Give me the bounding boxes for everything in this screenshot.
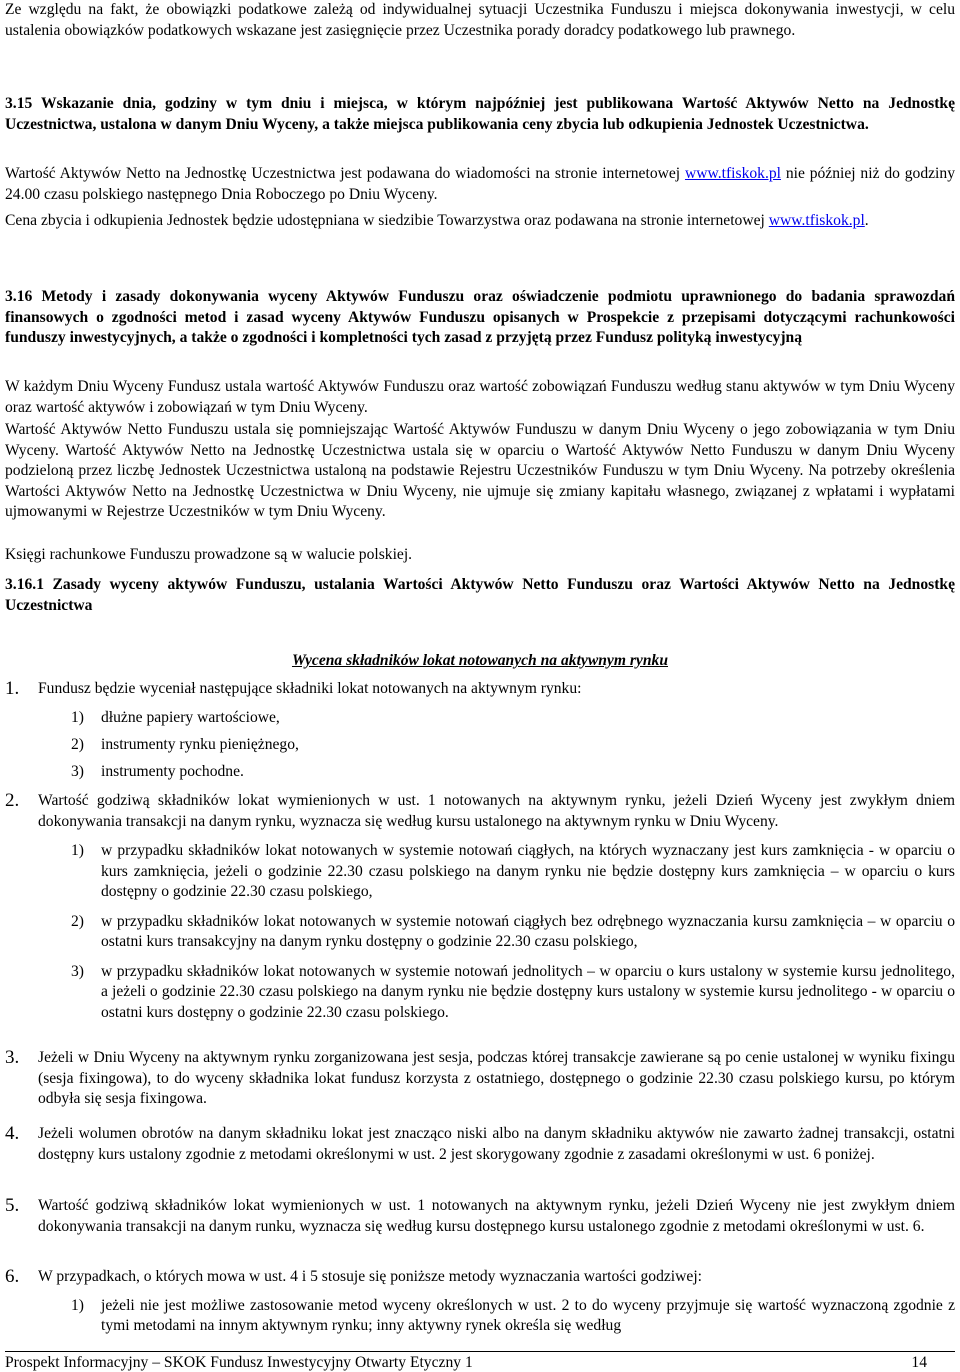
sub-list-item — [71, 962, 955, 1024]
sub-item-text: instrumenty pochodne. — [101, 762, 244, 780]
list-item-number: 3. — [5, 1047, 20, 1068]
list-item-4 — [5, 1124, 955, 1165]
nav-publication-text-a: Wartość Aktywów Netto na Jednostkę Uczestnictwa jest podawana do wiadomości na stronie internetowej — [5, 165, 685, 182]
section-title-text: Wycena składników lokat notowanych na aktywnym rynku — [291, 652, 669, 669]
sub-list-item — [71, 912, 955, 953]
list-item-text: W przypadkach, o których mowa w ust. 4 i 5 stosuje się poniższe metody wyznaczania wartości godziwej: — [38, 1268, 702, 1285]
list-item-2 — [5, 791, 955, 1023]
list-item-text: Jeżeli wolumen obrotów na danym składniku lokat jest znacząco niski albo na danym składniku aktywów nie zawarto żadnej transakcji, ostatni dostępny kurs ustalony zgodnie z metodami określonymi w ust. 2 jest skorygowany zgodnie z zasadami określonymi w ust. 6 poniżej. — [38, 1125, 955, 1163]
footer-text: Prospekt Informacyjny – SKOK Fundusz Inwestycyjny Otwarty Etyczny 1 — [5, 1354, 473, 1371]
sub-item-text: jeżeli nie jest możliwe zastosowanie metod wyceny określonych w ust. 2 to do wyceny przyjmuje się wartość wyznaczoną zgodnie z tymi metodami na innym aktywnym rynku; inny aktywny rynek określa się według — [101, 1296, 955, 1334]
list-item-text: Jeżeli w Dniu Wyceny na aktywnym rynku zorganizowana jest sesja, podczas której transakcje zawierane są po cenie ustalonej w wyniku fixingu (sesja fixingowa), to do wyceny składnika lokat fundusz korzysta z ostatniego, dostępnego o godzinie 22.30 czasu polskiego kursu, po którym odbyła się sesja fixingowa. — [38, 1049, 955, 1107]
price-publication-text-a: Cena zbycia i odkupienia Jednostek będzie udostępniana w siedzibie Towarzystwa oraz podawana na stronie internetowej — [5, 212, 769, 229]
valuation-paragraph-1: W każdym Dniu Wyceny Fundusz ustala wartość Aktywów Funduszu oraz wartość zobowiązań Funduszu według stanu aktywów w tym Dniu Wyceny oraz wartość aktywów i zobowiązań w tym Dniu Wyceny. — [5, 378, 955, 416]
sub-item-text: instrumenty rynku pieniężnego, — [101, 735, 299, 753]
section-3-16-heading: 3.16 Metody i zasady dokonywania wyceny Aktywów Funduszu oraz oświadczenie podmiotu uprawnionego do badania sprawozdań finansowych o zgodności metod i zasad wyceny Aktywów Funduszu opisanych w Prospekcie z przepisami dotyczącymi rachunkowości funduszy inwestycyjnych, a także o zgodności i kompletności tych zasad z przyjętą przez Fundusz polityką inwestycyjną — [5, 288, 955, 346]
list-item-number: 6. — [5, 1266, 20, 1287]
sub-item-text: dłużne papiery wartościowe, — [101, 708, 280, 726]
list-item-number: 1. — [5, 678, 20, 699]
sub-item-number: 2) — [71, 735, 84, 753]
website-link[interactable]: www.tfiskok.pl — [684, 165, 781, 182]
page-footer — [5, 1351, 955, 1372]
sub-item-number: 2) — [71, 912, 84, 930]
sub-item-number: 1) — [71, 1296, 84, 1314]
sub-list — [71, 708, 955, 789]
sub-item-number: 3) — [71, 762, 84, 780]
section-3-16-1-heading: 3.16.1 Zasady wyceny aktywów Funduszu, ustalania Wartości Aktywów Netto Funduszu oraz Wartości Aktywów Netto na Jednostkę Uczestnictwa — [5, 576, 955, 614]
list-item-text: Wartość godziwą składników lokat wymienionych w ust. 1 notowanych na aktywnym rynku, jeżeli Dzień Wyceny nie jest zwykłym dniem dokonywania transakcji na danym runku, wyznacza się według kursu dostępnego kursu ustalonego zgodnie z metodami określonymi w ust. 6. — [38, 1197, 955, 1235]
list-item-number: 2. — [5, 790, 20, 811]
page-number: 14 — [911, 1354, 927, 1371]
nav-publication-text-b: nie później niż do godziny 24.00 czasu polskiego następnego Dnia Roboczego po Dniu Wyceny. — [5, 165, 955, 203]
section-title — [5, 651, 955, 672]
sub-list-item — [71, 762, 955, 789]
sub-list-item — [71, 708, 955, 735]
list-item-6 — [5, 1267, 955, 1337]
sub-item-number: 1) — [71, 708, 84, 726]
list-item-1 — [5, 679, 955, 789]
nav-publication-paragraph — [5, 164, 955, 205]
list-item-5 — [5, 1196, 955, 1237]
list-item-text: Wartość godziwą składników lokat wymienionych w ust. 1 notowanych na aktywnym rynku, jeżeli Dzień Wyceny jest zwykłym dniem dokonywania transakcji na danym rynku, wyznacza się według kursu ustalonego na aktywnym rynku w Dniu Wyceny. — [38, 792, 955, 830]
sub-list-item — [71, 1296, 955, 1337]
list-item-number: 5. — [5, 1195, 20, 1216]
price-publication-paragraph — [5, 211, 955, 232]
sub-list-item — [71, 735, 955, 762]
website-link-2[interactable]: www.tfiskok.pl — [768, 212, 865, 229]
sub-item-text: w przypadku składników lokat notowanych w systemie notowań ciągłych bez odrębnego wyznaczania kursu zamknięcia – w oparciu o ostatni kurs transakcyjny na danym rynku dostępny o godzinie 22.30 czasu polskiego, — [101, 912, 955, 950]
sub-item-text: w przypadku składników lokat notowanych w systemie notowań ciągłych, na których wyznaczany jest kurs zamknięcia - w oparciu o kurs zamknięcia, jeżeli o godzinie 22.30 czasu polskiego na danym rynku nie będzie dostępny kurs zamknięcia – w oparciu o kurs dostępny o godzinie 22.30 czasu polskiego, — [101, 842, 955, 900]
intro-paragraph: Ze względu na fakt, że obowiązki podatkowe zależą od indywidualnej sytuacji Uczestnika Funduszu i miejsca dokonywania inwestycji, w celu ustalenia obowiązków podatkowych wskazane jest zasięgnięcie przez Uczestnika porady doradcy podatkowego lub prawnego. — [5, 1, 955, 39]
list-item-text: Fundusz będzie wyceniał następujące składniki lokat notowanych na aktywnym rynku: — [38, 680, 582, 697]
valuation-paragraph-3: Księgi rachunkowe Funduszu prowadzone są w walucie polskiej. — [5, 546, 413, 563]
list-item-3 — [5, 1048, 955, 1110]
section-3-15-heading: 3.15 Wskazanie dnia, godziny w tym dniu i miejsca, w którym najpóźniej jest publikowana Wartość Aktywów Netto na Jednostkę Uczestnictwa, ustalona w danym Dniu Wyceny, a także miejsca publikowania ceny zbycia lub odkupienia Jednostek Uczestnictwa. — [5, 95, 955, 133]
price-publication-text-b: . — [864, 212, 869, 229]
sub-item-text: w przypadku składników lokat notowanych w systemie notowań jednolitych – w oparciu o kurs ustalony w systemie kursu jednolitego, a jeżeli o godzinie 22.30 czasu polskiego na danym rynku nie będzie dostępny kurs ustalony w systemie kursu jednolitego - w oparciu o ostatni kurs dostępny o godzinie 22.30 czasu polskiego. — [101, 962, 955, 1021]
sub-item-number: 3) — [71, 962, 84, 980]
valuation-paragraph-2: Wartość Aktywów Netto Funduszu ustala się pomniejszając Wartość Aktywów Funduszu w danym Dniu Wyceny o jego zobowiązania w tym Dniu Wyceny. Wartość Aktywów Netto na Jednostkę Uczestnictwa ustala się w oparciu o Wartość Aktywów Netto Funduszu w danym Dniu Wyceny podzieloną przez liczbę Jednostek Uczestnictwa ustaloną na podstawie Rejestru Uczestników Funduszu w tym Dniu Wyceny. Na potrzeby określenia Wartości Aktywów Netto na Jednostkę Uczestnictwa w Dniu Wyceny, nie ujmuje się zmiany kapitału własnego, związanej z wpłatami i wypłatami ujmowanymi w Rejestrze Uczestników w tym Dniu Wyceny. — [5, 421, 955, 520]
sub-item-number: 1) — [71, 842, 84, 859]
sub-list-item — [71, 841, 955, 903]
list-item-number: 4. — [5, 1123, 20, 1144]
